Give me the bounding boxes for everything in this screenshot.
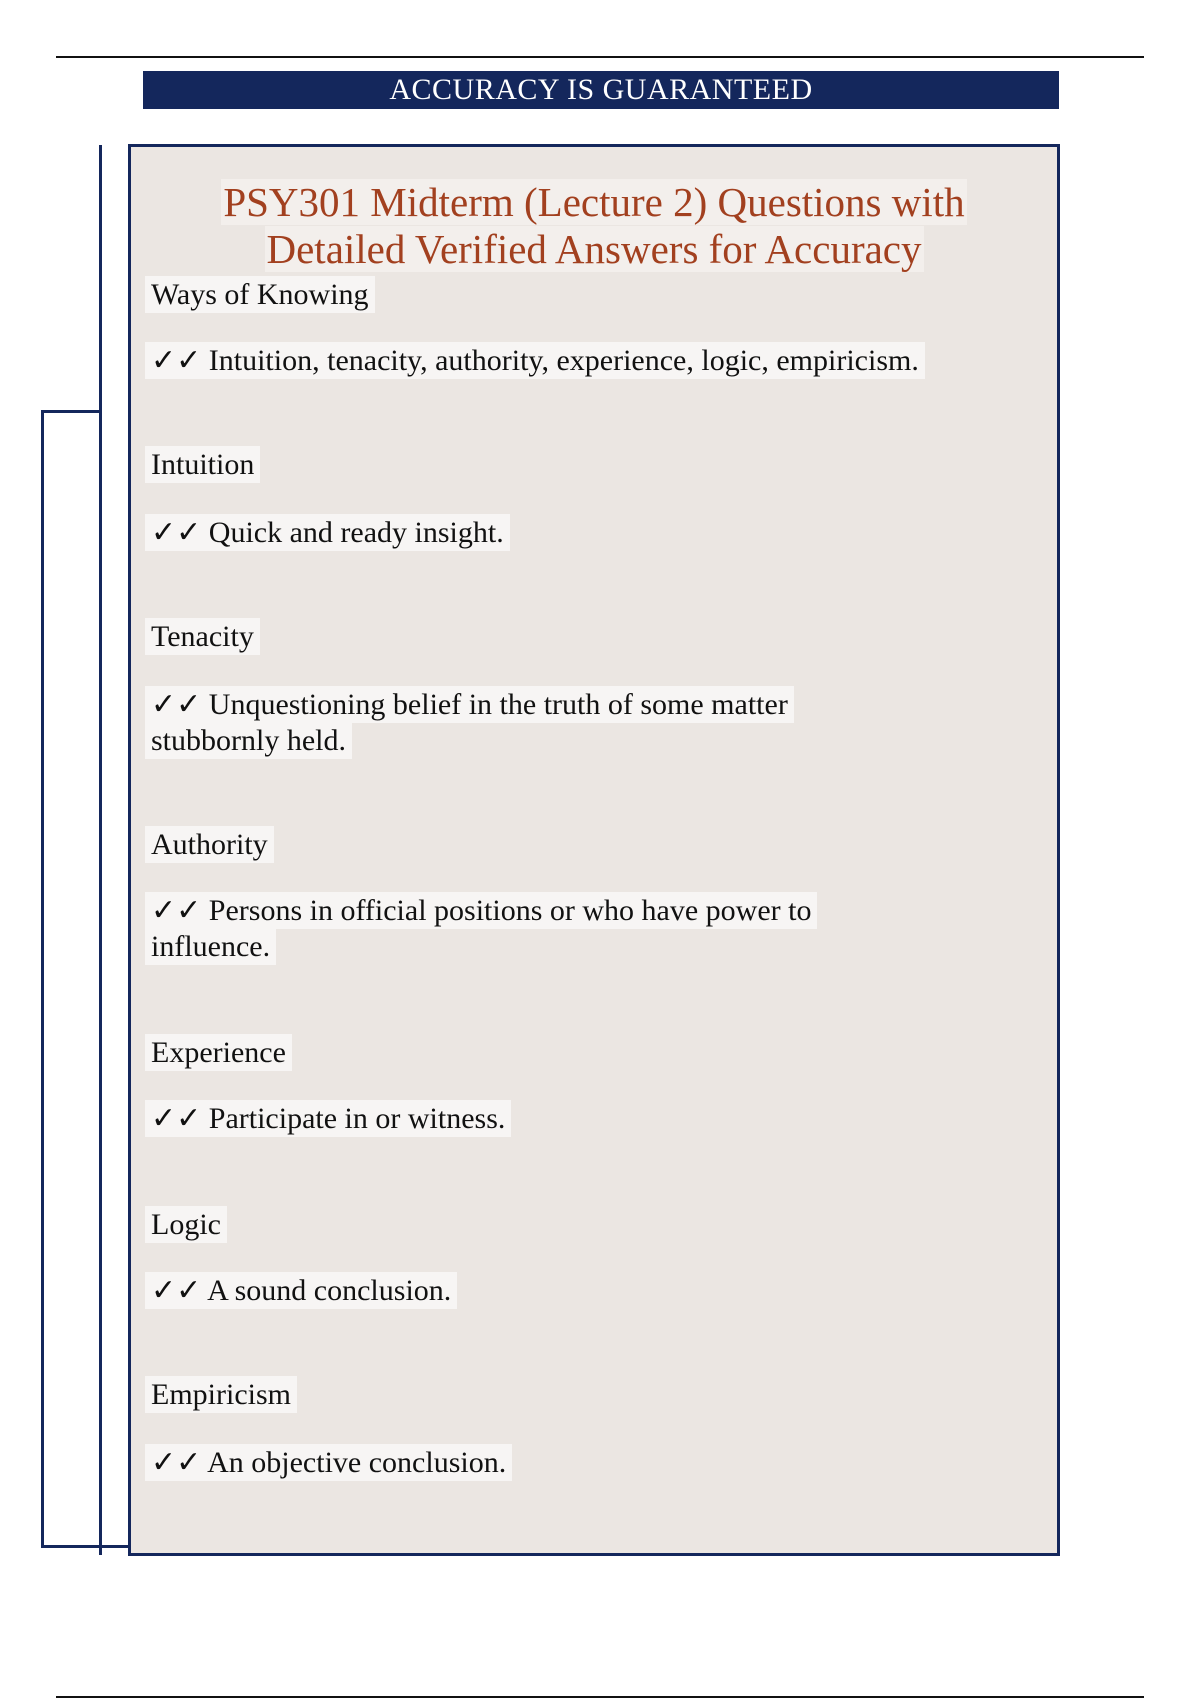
decor-line-vertical-outer bbox=[41, 410, 44, 1546]
answer-empiricism: ✓✓ An objective conclusion. bbox=[145, 1445, 1025, 1481]
top-rule bbox=[56, 56, 1144, 58]
term-experience: Experience bbox=[145, 1035, 292, 1071]
answer-experience: ✓✓ Participate in or witness. bbox=[145, 1101, 1025, 1137]
answer-ways-of-knowing: ✓✓ Intuition, tenacity, authority, experience, logic, empiricism. bbox=[145, 343, 1025, 379]
decor-line-top-connector bbox=[41, 410, 101, 413]
answer-tenacity: ✓✓ Unquestioning belief in the truth of some matter stubbornly held. bbox=[145, 687, 905, 759]
content-card bbox=[128, 144, 1060, 1556]
bottom-rule bbox=[56, 1696, 1144, 1698]
term-empiricism: Empiricism bbox=[145, 1377, 297, 1413]
term-intuition: Intuition bbox=[145, 447, 260, 483]
title-line-1: PSY301 Midterm (Lecture 2) Questions with bbox=[223, 179, 965, 225]
term-authority: Authority bbox=[145, 827, 274, 863]
answer-authority: ✓✓ Persons in official positions or who have power to influence. bbox=[145, 893, 905, 965]
answer-intuition: ✓✓ Quick and ready insight. bbox=[145, 515, 1025, 551]
decor-line-vertical-inner bbox=[99, 145, 102, 1555]
term-ways-of-knowing: Ways of Knowing bbox=[145, 277, 375, 313]
term-tenacity: Tenacity bbox=[145, 619, 260, 655]
accuracy-banner: ACCURACY IS GUARANTEED bbox=[143, 71, 1059, 109]
title-line-2: Detailed Verified Answers for Accuracy bbox=[266, 226, 922, 272]
term-logic: Logic bbox=[145, 1207, 227, 1243]
answer-logic: ✓✓ A sound conclusion. bbox=[145, 1273, 1025, 1309]
document-title bbox=[131, 179, 1057, 273]
